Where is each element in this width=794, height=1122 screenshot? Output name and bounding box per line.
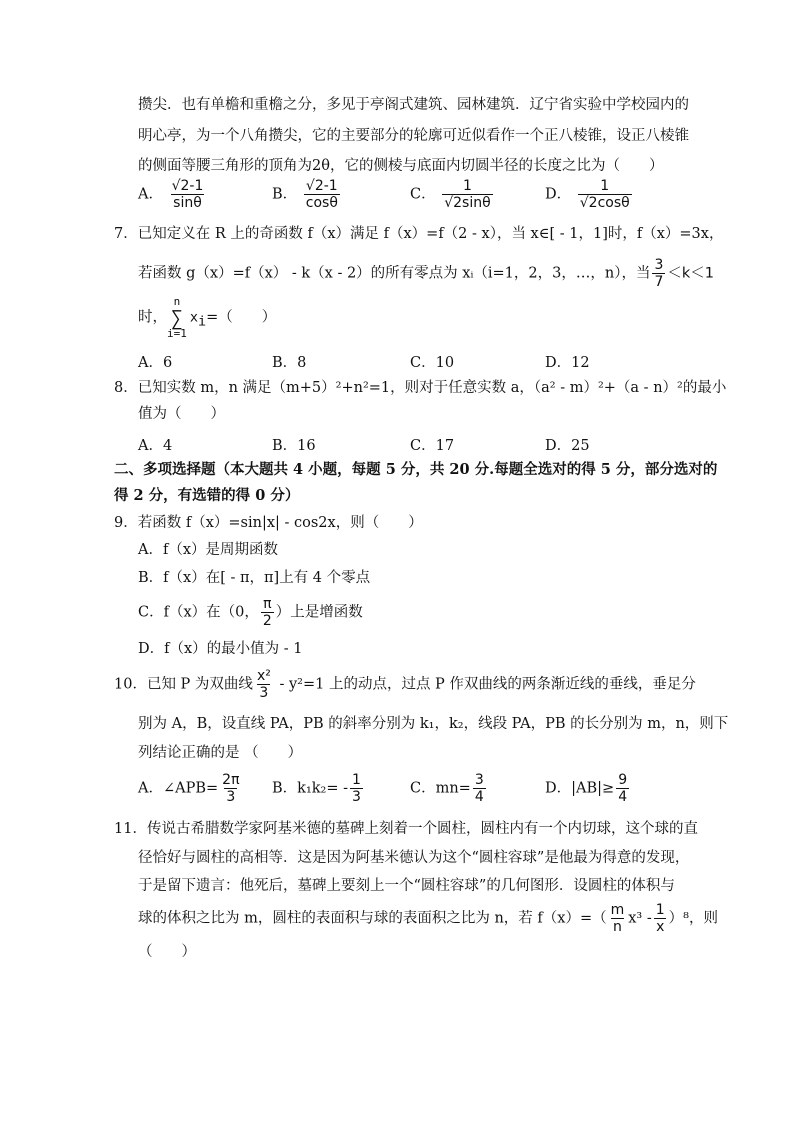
q6-line-1: 攒尖．也有单檐和重檐之分，多见于亭阁式建筑、园林建筑．辽宁省实验中学校园内的 bbox=[138, 97, 689, 113]
q10-option-d[interactable] bbox=[545, 772, 631, 805]
q8-option-a[interactable]: A．4 bbox=[138, 438, 173, 454]
q7-line-2 bbox=[138, 257, 714, 290]
fraction-numerator: 1 bbox=[462, 178, 472, 194]
q8-option-d[interactable]: D．25 bbox=[545, 438, 590, 454]
q6-option-a[interactable] bbox=[138, 178, 207, 211]
q6-line-2: 明心亭，为一个八角攒尖，它的主要部分的轮廓可近似看作一个正八棱锥，设正八棱锥 bbox=[138, 128, 689, 144]
q7-condition-fraction bbox=[652, 257, 665, 290]
q8-line-1: 8．已知实数 m，n 满足（m+5）²+n²=1，则对于任意实数 a，（a² - m）²+（a - n）²的最小 bbox=[114, 380, 727, 396]
option-label: B． bbox=[272, 186, 298, 203]
q11-line-4-prefix: 球的体积之比为 m，圆柱的表面积与球的表面积之比为 n，若 f（x）=（ bbox=[138, 910, 607, 927]
summation-upper: n bbox=[173, 295, 181, 308]
section-heading-line-1: 二、多项选择题（本大题共 4 小题，每题 5 分，共 20 分.每题全选对的得 5 分，部分选对的 bbox=[114, 461, 718, 478]
q7-option-c[interactable]: C．10 bbox=[410, 355, 455, 371]
q11-line-3: 于是留下遗言：他死后，墓碑上要刻上一个“圆柱容球”的几何图形．设圆柱的体积与 bbox=[138, 878, 675, 894]
option-text: D．|AB|≥ bbox=[545, 780, 615, 797]
option-fraction bbox=[350, 772, 363, 805]
summation-symbol: n ∑ i=1 bbox=[167, 295, 187, 340]
q7-line-3-suffix: =（ ） bbox=[206, 309, 277, 326]
fraction-denominator: √2cosθ bbox=[579, 195, 630, 212]
option-fraction bbox=[261, 596, 274, 629]
fraction-denominator: 7 bbox=[654, 274, 664, 291]
option-label: D． bbox=[545, 186, 572, 203]
option-fraction bbox=[473, 772, 486, 805]
q6-option-b[interactable] bbox=[272, 178, 342, 211]
fraction-denominator: 3 bbox=[259, 685, 269, 702]
fraction-denominator: n bbox=[612, 919, 622, 936]
q9-option-c[interactable] bbox=[138, 596, 363, 629]
fraction-denominator: 2 bbox=[262, 613, 272, 630]
fraction-numerator: √2-1 bbox=[305, 178, 338, 194]
q7-line-1: 7．已知定义在 R 上的奇函数 f（x）满足 f（x）=f（2 - x），当 x∈[ - 1，1]时，f（x）=3x， bbox=[114, 226, 724, 242]
summation-lower: i=1 bbox=[167, 326, 187, 340]
q6-option-d[interactable] bbox=[545, 178, 634, 211]
q8-line-2: 值为（ ） bbox=[138, 406, 225, 422]
fraction-denominator: cosθ bbox=[305, 195, 338, 212]
q6-line-3: 的侧面等腰三角形的顶角为2θ，它的侧棱与底面内切圆半径的长度之比为（ ） bbox=[138, 158, 664, 174]
fraction-numerator: 1 bbox=[655, 902, 665, 918]
q11-line-4-middle: x³ - bbox=[628, 910, 652, 927]
option-fraction bbox=[616, 772, 629, 805]
summation-term: x bbox=[189, 309, 199, 326]
summation-term-subscript: i bbox=[198, 313, 207, 330]
hyperbola-fraction bbox=[255, 668, 273, 701]
option-text: C．f（x）在（0， bbox=[138, 604, 259, 621]
fraction-denominator: 3 bbox=[226, 789, 236, 806]
q11-line-4-suffix: ）⁸，则 bbox=[668, 910, 718, 927]
fraction-numerator: √2-1 bbox=[171, 178, 204, 194]
q10-line-1-prefix: 10．已知 P 为双曲线 bbox=[114, 676, 253, 693]
fraction-numerator: 3 bbox=[474, 772, 484, 788]
q10-option-b[interactable] bbox=[272, 772, 365, 805]
fraction-numerator: 9 bbox=[618, 772, 628, 788]
q8-option-c[interactable]: C．17 bbox=[410, 438, 455, 454]
q11-line-4 bbox=[138, 902, 718, 935]
q9-option-d[interactable]: D．f（x）的最小值为 - 1 bbox=[138, 641, 303, 657]
fraction-numerator: x² bbox=[256, 668, 271, 684]
fraction-denominator: √2sinθ bbox=[444, 195, 491, 212]
fraction-numerator: 1 bbox=[352, 772, 361, 788]
section-heading-line-2: 得 2 分，有选错的得 0 分） bbox=[114, 487, 300, 504]
q7-option-d[interactable]: D．12 bbox=[545, 355, 590, 371]
q11-fraction-m-n bbox=[609, 902, 627, 935]
fraction-numerator: m bbox=[610, 902, 625, 918]
q9-option-a[interactable]: A．f（x）是周期函数 bbox=[138, 542, 279, 558]
fraction-numerator: 3 bbox=[654, 257, 664, 273]
option-label: A． bbox=[138, 186, 163, 203]
q7-condition-tail: ＜k＜1 bbox=[667, 265, 714, 282]
option-label: C． bbox=[410, 186, 436, 203]
fraction-denominator: sinθ bbox=[173, 195, 202, 212]
fraction-denominator: 3 bbox=[352, 789, 361, 806]
q10-option-a[interactable] bbox=[138, 772, 244, 805]
option-text: A．∠APB= bbox=[138, 780, 219, 797]
q7-line-2-text: 若函数 g（x）=f（x） - k（x - 2）的所有零点为 xᵢ（i=1，2，3，…，n），当 bbox=[138, 265, 651, 282]
q7-line-3-prefix: 时， bbox=[138, 309, 167, 326]
q8-option-b[interactable]: B．16 bbox=[272, 438, 316, 454]
option-text: B．k₁k₂= - bbox=[272, 780, 349, 797]
q9-stem: 9．若函数 f（x）=sin|x| - cos2x，则（ ） bbox=[114, 515, 423, 531]
fraction-denominator: x bbox=[656, 919, 665, 936]
q10-line-1 bbox=[114, 668, 696, 701]
q10-line-2: 别为 A，B，设直线 PA，PB 的斜率分别为 k₁，k₂，线段 PA，PB 的长分别为 m，n，则下 bbox=[138, 716, 729, 732]
q11-line-1: 11．传说古希腊数学家阿基米德的墓碑上刻着一个圆柱，圆柱内有一个内切球，这个球的直 bbox=[114, 821, 698, 837]
q10-option-c[interactable] bbox=[410, 772, 488, 805]
q7-option-a[interactable]: A．6 bbox=[138, 355, 173, 371]
q11-fraction-1-x bbox=[654, 902, 667, 935]
q9-option-b[interactable]: B．f（x）在[ - π，π]上有 4 个零点 bbox=[138, 570, 371, 586]
q11-line-2: 径恰好与圆柱的高相等．这是因为阿基米德认为这个“圆柱容球”是他最为得意的发现， bbox=[138, 850, 690, 866]
q6-option-c[interactable] bbox=[410, 178, 495, 211]
fraction-numerator: 1 bbox=[600, 178, 610, 194]
q10-line-3: 列结论正确的是 （ ） bbox=[138, 745, 303, 761]
fraction-numerator: 2π bbox=[222, 772, 240, 788]
q10-line-1-suffix: - y²=1 上的动点，过点 P 作双曲线的两条渐近线的垂线，垂足分 bbox=[274, 676, 696, 693]
option-text: C．mn= bbox=[410, 780, 471, 797]
fraction-denominator: 4 bbox=[474, 789, 484, 806]
option-fraction bbox=[220, 772, 241, 805]
fraction-numerator: π bbox=[263, 596, 272, 612]
q7-line-3 bbox=[138, 296, 276, 339]
q7-option-b[interactable]: B．8 bbox=[272, 355, 307, 371]
q11-line-5: （ ） bbox=[138, 944, 196, 960]
fraction-denominator: 4 bbox=[618, 789, 628, 806]
option-text: ）上是增函数 bbox=[275, 604, 363, 621]
